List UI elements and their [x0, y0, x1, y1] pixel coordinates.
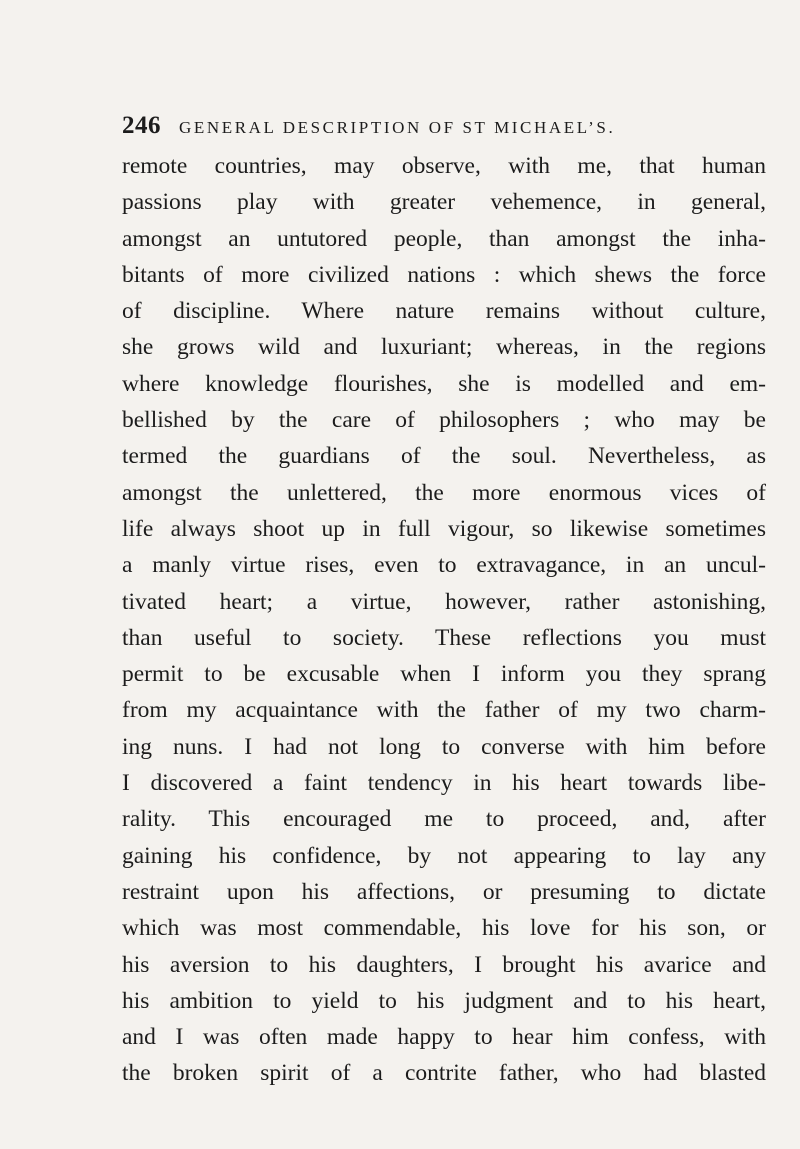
running-head: [122, 112, 762, 144]
text-line: passions play with greater vehemence, in general,: [122, 189, 766, 216]
text-line: his ambition to yield to his judgment and to his heart,: [122, 987, 766, 1014]
text-line: I discovered a faint tendency in his heart towards libe-: [122, 770, 766, 797]
text-line: remote countries, may observe, with me, that human: [122, 153, 766, 179]
running-head-title: GENERAL DESCRIPTION OF ST MICHAEL’S.: [179, 118, 616, 137]
text-line: his aversion to his daughters, I brought his avarice and: [122, 951, 766, 978]
text-line: termed the guardians of the soul. Nevertheless, as: [122, 443, 766, 470]
text-line: ing nuns. I had not long to converse with him before: [122, 733, 766, 760]
page-number: 246: [122, 112, 161, 139]
text-line: bitants of more civilized nations : which shews the force: [122, 261, 766, 288]
body-text: [122, 148, 766, 1092]
text-line: tivated heart; a virtue, however, rather astonishing,: [122, 588, 766, 615]
text-line: than useful to society. These reflections you must: [122, 624, 766, 651]
text-line: restraint upon his affections, or presuming to dictate: [122, 878, 766, 905]
text-line: bellished by the care of philosophers ; who may be: [122, 407, 766, 434]
text-line: she grows wild and luxuriant; whereas, in the regions: [122, 334, 766, 361]
text-line: the broken spirit of a contrite father, who had blasted: [122, 1060, 766, 1087]
text-line: from my acquaintance with the father of my two charm-: [122, 697, 766, 724]
text-line: a manly virtue rises, even to extravagance, in an uncul-: [122, 552, 766, 579]
text-line: where knowledge flourishes, she is modelled and em-: [122, 370, 766, 397]
text-line: which was most commendable, his love for his son, or: [122, 915, 766, 942]
text-line: rality. This encouraged me to proceed, and, after: [122, 806, 766, 833]
text-line: amongst an untutored people, than amongst the inha-: [122, 225, 766, 252]
text-line: and I was often made happy to hear him confess, with: [122, 1024, 766, 1051]
text-line: gaining his confidence, by not appearing to lay any: [122, 842, 766, 869]
text-line: of discipline. Where nature remains without culture,: [122, 298, 766, 325]
text-line: life always shoot up in full vigour, so likewise sometimes: [122, 515, 766, 542]
text-line: permit to be excusable when I inform you they sprang: [122, 661, 766, 688]
text-line: amongst the unlettered, the more enormous vices of: [122, 479, 766, 506]
